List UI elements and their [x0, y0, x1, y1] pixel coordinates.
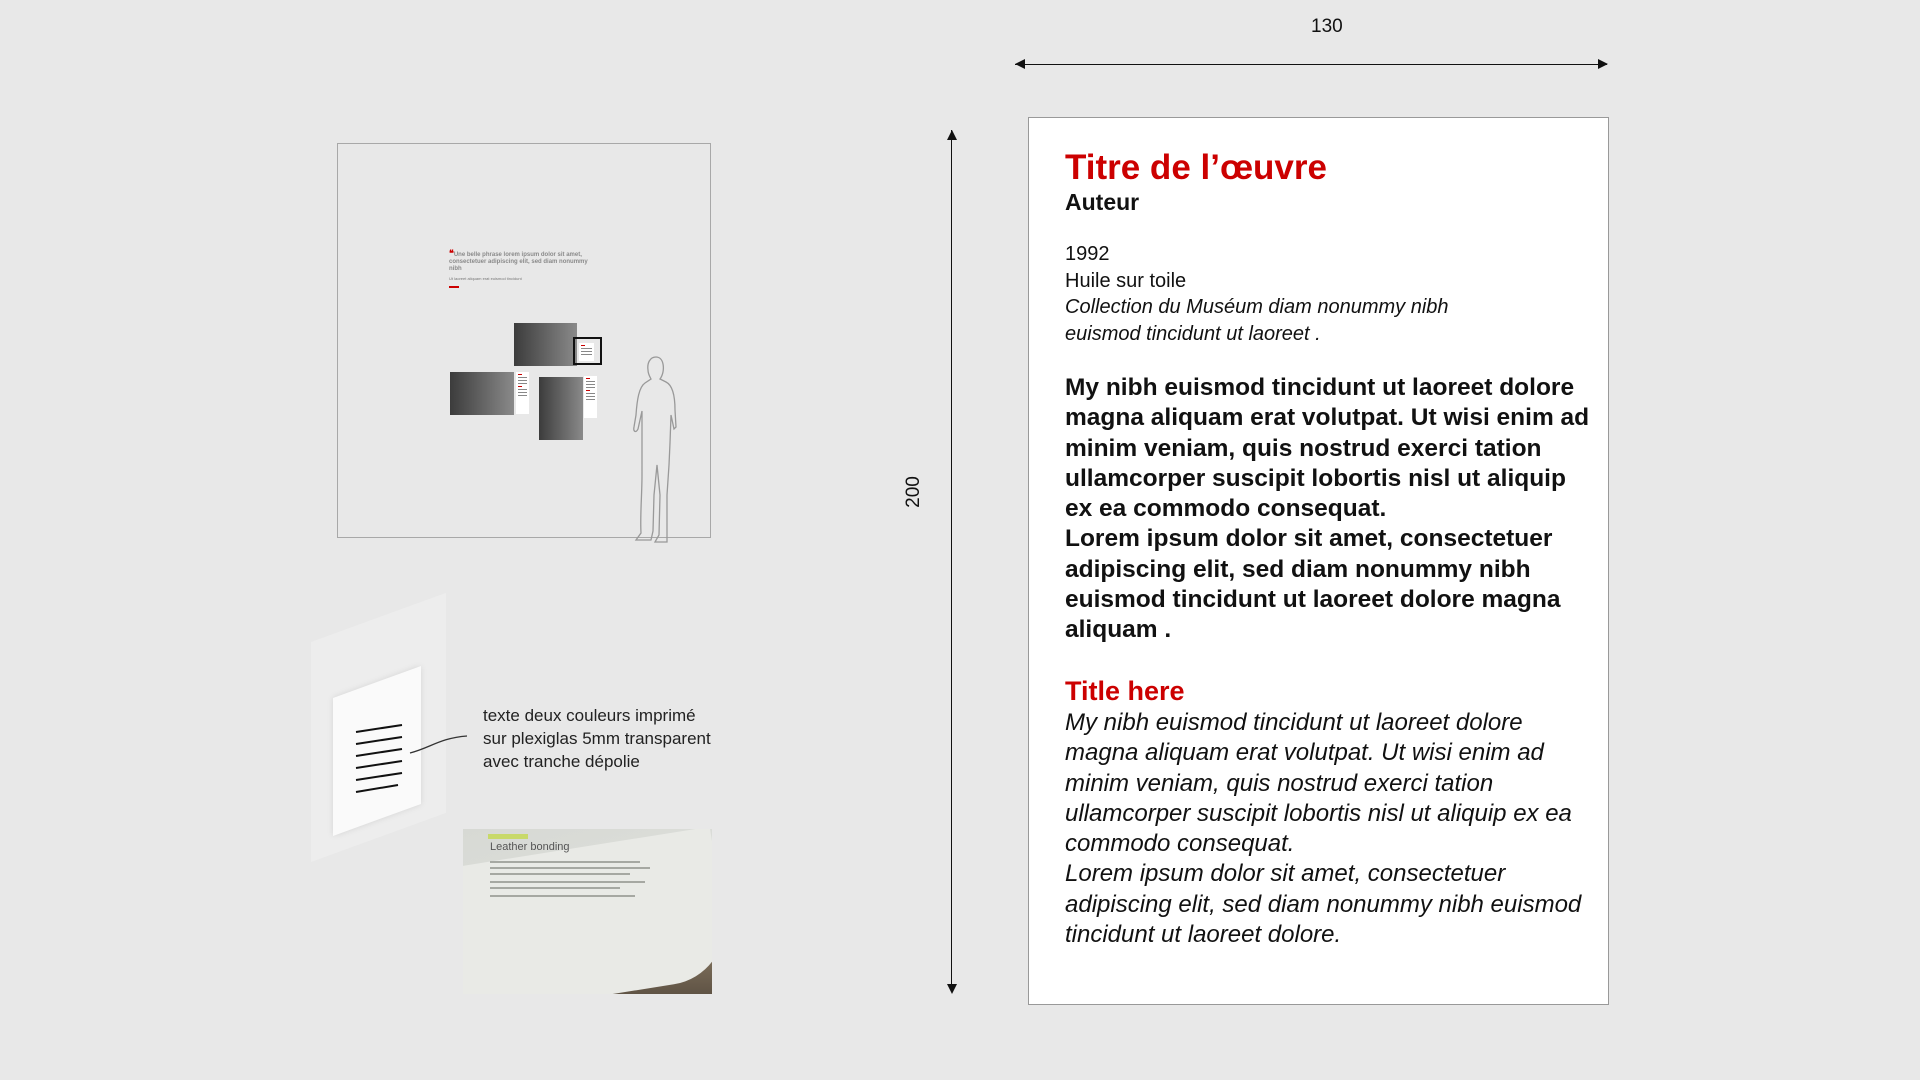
wall-quote-author: Ut laoreet aliquam erat euismod tincidunt — [449, 276, 522, 281]
photo-text-line — [490, 867, 650, 869]
cartel-translation-paragraph: Lorem ipsum dolor sit amet, consectetuer adipiscing elit, sed diam nonummy nibh euismod tincidunt ut laoreet dolore. — [1065, 860, 1582, 949]
plexi-note-line: avec tranche dépolie — [483, 752, 640, 771]
height-dimension-label: 200 — [903, 476, 924, 508]
arrow-down-icon — [946, 982, 958, 994]
arrow-left-icon — [1015, 58, 1027, 70]
mini-cartel — [584, 376, 597, 418]
photo-text-line — [490, 873, 630, 875]
photo-accent — [488, 834, 528, 839]
cartel-author: Auteur — [1065, 189, 1140, 215]
cartel-body-paragraph: Lorem ipsum dolor sit amet, consectetuer adipiscing elit, sed diam nonummy nibh euismod tincidunt ut laoreet dolore magna aliquam . — [1065, 525, 1561, 644]
arrow-up-icon — [946, 130, 958, 142]
width-dimension-label: 130 — [1311, 16, 1343, 37]
photo-panel — [463, 829, 712, 994]
cartel-body-paragraph: My nibh euismod tincidunt ut laoreet dolore magna aliquam erat volutpat. Ut wisi enim ad minim veniam, quis nostrud exerci tation ullamcorper suscipit lobortis nisl ut aliquip ex ea commodo consequat. — [1065, 374, 1590, 523]
text-lines-icon — [350, 718, 470, 818]
plexi-note-line: sur plexiglas 5mm transparent — [483, 729, 711, 748]
plexi-note — [483, 704, 711, 773]
width-dimension-line — [1015, 64, 1607, 65]
photo-text-line — [490, 881, 645, 883]
photo-text-line — [490, 861, 640, 863]
mini-cartel — [516, 372, 529, 414]
cartel-collection: euismod tincidunt ut laoreet . — [1065, 322, 1321, 345]
artwork-right — [539, 377, 583, 440]
cartel-medium: Huile sur toile — [1065, 269, 1187, 292]
cartel-body — [1065, 373, 1590, 646]
cartel-collection: Collection du Muséum diam nonummy nibh — [1065, 296, 1449, 318]
plexi-note-line: texte deux couleurs imprimé — [483, 706, 696, 725]
photo-text-line — [490, 887, 620, 889]
quote-accent-line — [449, 286, 459, 288]
cartel-translation — [1065, 708, 1600, 950]
wall-quote — [449, 250, 589, 273]
height-dimension-line — [951, 130, 952, 992]
plexi-photo — [463, 829, 712, 994]
cartel-title: Titre de l’œuvre — [1065, 148, 1327, 187]
artwork-left — [450, 372, 514, 415]
arrow-right-icon — [1596, 58, 1608, 70]
quote-mark: ❝ — [449, 248, 454, 258]
human-silhouette-icon — [620, 355, 680, 545]
cartel-year: 1992 — [1065, 243, 1110, 265]
artwork-top — [514, 323, 577, 366]
photo-label: Leather bonding — [490, 841, 570, 853]
photo-text-line — [490, 895, 635, 897]
cartel-meta — [1065, 241, 1595, 347]
wall-quote-text: Une belle phrase lorem ipsum dolor sit amet, consectetuer adipiscing elit, sed diam nonummy nibh — [449, 252, 588, 272]
cartel-translation-paragraph: My nibh euismod tincidunt ut laoreet dolore magna aliquam erat volutpat. Ut wisi enim ad minim veniam, quis nostrud exerci tation ullamcorper suscipit lobortis nisl ut aliquip ex ea commodo consequat. — [1065, 709, 1572, 858]
cartel-subtitle: Title here — [1065, 676, 1185, 706]
cartel-focus-box — [573, 337, 602, 365]
